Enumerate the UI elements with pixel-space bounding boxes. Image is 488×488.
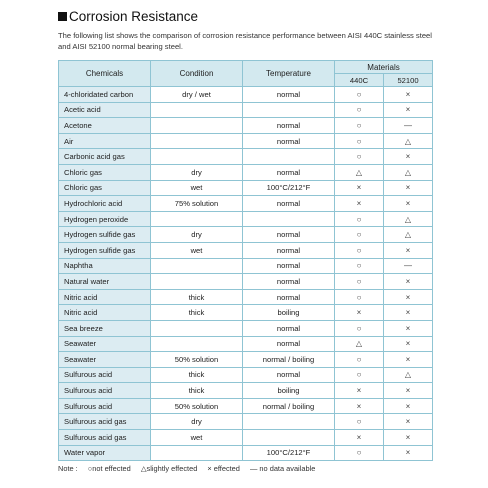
temperature-cell [243,102,335,118]
rating-440c-cell: △ [335,164,384,180]
condition-cell: dry [151,227,243,243]
table-row [59,118,433,134]
rating-52100-cell: △ [384,164,433,180]
rating-440c-cell: ○ [335,320,384,336]
rating-52100-cell: △ [384,227,433,243]
rating-52100-cell: △ [384,133,433,149]
table-row [59,398,433,414]
chemical-cell: Water vapor [59,445,151,461]
rating-440c-cell: ○ [335,289,384,305]
temperature-cell: 100°C/212°F [243,180,335,196]
temperature-cell [243,149,335,165]
chemical-cell: Sulfurous acid [59,367,151,383]
table-row [59,242,433,258]
rating-440c-cell: ○ [335,133,384,149]
table-row [59,227,433,243]
note-not-effected: ○not effected [87,464,131,473]
rating-440c-cell: × [335,430,384,446]
condition-cell [151,102,243,118]
rating-52100-cell: × [384,352,433,368]
condition-cell: thick [151,305,243,321]
rating-52100-cell: — [384,258,433,274]
note-slightly-effected: △slightly effected [140,464,198,473]
chemical-cell: Hydrogen peroxide [59,211,151,227]
page-title [58,9,198,24]
rating-52100-cell: △ [384,211,433,227]
temperature-cell: boiling [243,305,335,321]
temperature-cell: normal [243,87,335,103]
chemical-cell: Sulfurous acid [59,398,151,414]
header-440c: 440C [335,74,384,87]
condition-cell [151,149,243,165]
rating-440c-cell: ○ [335,274,384,290]
rating-440c-cell: × [335,398,384,414]
corrosion-table [58,60,433,461]
chemical-cell: Natural water [59,274,151,290]
table-row [59,211,433,227]
temperature-cell: normal [243,118,335,134]
rating-440c-cell: ○ [335,102,384,118]
table-row [59,133,433,149]
rating-440c-cell: × [335,180,384,196]
chemical-cell: Sulfurous acid gas [59,430,151,446]
chemical-cell: Carbonic acid gas [59,149,151,165]
rating-440c-cell: ○ [335,258,384,274]
table-row [59,102,433,118]
header-temperature: Temperature [243,61,335,87]
chemical-cell: Hydrogen sulfide gas [59,242,151,258]
table-row [59,87,433,103]
table-row [59,305,433,321]
rating-440c-cell: ○ [335,227,384,243]
condition-cell: dry [151,414,243,430]
temperature-cell [243,414,335,430]
table-row [59,414,433,430]
chemical-cell: Naphtha [59,258,151,274]
temperature-cell: normal [243,274,335,290]
table-row [59,258,433,274]
condition-cell [151,258,243,274]
temperature-cell [243,430,335,446]
rating-52100-cell: × [384,274,433,290]
condition-cell: thick [151,367,243,383]
chemical-cell: Sulfurous acid [59,383,151,399]
table-row [59,289,433,305]
title-square-icon [58,12,67,21]
temperature-cell: boiling [243,383,335,399]
rating-440c-cell: ○ [335,352,384,368]
temperature-cell: normal [243,196,335,212]
table-row [59,336,433,352]
rating-52100-cell: △ [384,367,433,383]
rating-52100-cell: — [384,118,433,134]
note-no-data: — no data available [249,464,316,473]
condition-cell: dry [151,164,243,180]
header-52100: 52100 [384,74,433,87]
temperature-cell [243,211,335,227]
condition-cell: 50% solution [151,352,243,368]
temperature-cell: normal / boiling [243,398,335,414]
table-row [59,430,433,446]
legend-note [58,464,323,473]
rating-440c-cell: ○ [335,87,384,103]
rating-52100-cell: × [384,414,433,430]
rating-52100-cell: × [384,430,433,446]
temperature-cell: 100°C/212°F [243,445,335,461]
chemical-cell: Hydrogen sulfide gas [59,227,151,243]
rating-52100-cell: × [384,102,433,118]
table-row [59,367,433,383]
rating-52100-cell: × [384,242,433,258]
table-row [59,164,433,180]
chemical-cell: Acetic acid [59,102,151,118]
table-row [59,274,433,290]
chemical-cell: Seawater [59,352,151,368]
rating-440c-cell: × [335,305,384,321]
rating-52100-cell: × [384,336,433,352]
rating-52100-cell: × [384,398,433,414]
condition-cell: dry / wet [151,87,243,103]
intro-text: The following list shows the comparison of corrosion resistance performance between AISI 440C stainless steel and AISI 52100 normal bearing steel. [58,31,432,51]
rating-440c-cell: ○ [335,445,384,461]
condition-cell [151,336,243,352]
temperature-cell: normal [243,289,335,305]
table-row [59,196,433,212]
table-row [59,352,433,368]
temperature-cell: normal [243,367,335,383]
rating-440c-cell: ○ [335,242,384,258]
chemical-cell: Air [59,133,151,149]
table-body [59,87,433,461]
condition-cell [151,320,243,336]
condition-cell [151,211,243,227]
condition-cell [151,118,243,134]
rating-440c-cell: ○ [335,414,384,430]
chemical-cell: Sea breeze [59,320,151,336]
table-row [59,180,433,196]
rating-440c-cell: ○ [335,149,384,165]
chemical-cell: Sulfurous acid gas [59,414,151,430]
rating-440c-cell: △ [335,336,384,352]
table-row [59,149,433,165]
chemical-cell: Seawater [59,336,151,352]
note-effected: × effected [207,464,240,473]
condition-cell [151,445,243,461]
rating-52100-cell: × [384,87,433,103]
condition-cell: thick [151,383,243,399]
rating-52100-cell: × [384,305,433,321]
condition-cell [151,274,243,290]
rating-440c-cell: ○ [335,211,384,227]
condition-cell: wet [151,242,243,258]
rating-52100-cell: × [384,180,433,196]
temperature-cell: normal [243,133,335,149]
rating-440c-cell: × [335,196,384,212]
header-materials: Materials [335,61,433,74]
condition-cell: wet [151,430,243,446]
title-text: Corrosion Resistance [69,9,199,24]
temperature-cell: normal / boiling [243,352,335,368]
chemical-cell: Nitric acid [59,289,151,305]
condition-cell: 75% solution [151,196,243,212]
temperature-cell: normal [243,242,335,258]
chemical-cell: 4-chloridated carbon [59,87,151,103]
rating-440c-cell: ○ [335,118,384,134]
rating-52100-cell: × [384,320,433,336]
rating-52100-cell: × [384,289,433,305]
table-row [59,320,433,336]
header-condition: Condition [151,61,243,87]
chemical-cell: Chloric gas [59,180,151,196]
temperature-cell: normal [243,164,335,180]
note-label: Note : [58,464,78,473]
rating-52100-cell: × [384,383,433,399]
chemical-cell: Chloric gas [59,164,151,180]
rating-440c-cell: × [335,383,384,399]
condition-cell: wet [151,180,243,196]
temperature-cell: normal [243,227,335,243]
condition-cell: 50% solution [151,398,243,414]
temperature-cell: normal [243,336,335,352]
rating-52100-cell: × [384,149,433,165]
rating-52100-cell: × [384,196,433,212]
chemical-cell: Acetone [59,118,151,134]
condition-cell: thick [151,289,243,305]
table-row [59,445,433,461]
condition-cell [151,133,243,149]
table-row [59,383,433,399]
temperature-cell: normal [243,320,335,336]
temperature-cell: normal [243,258,335,274]
chemical-cell: Nitric acid [59,305,151,321]
header-chemicals: Chemicals [59,61,151,87]
chemical-cell: Hydrochloric acid [59,196,151,212]
rating-52100-cell: × [384,445,433,461]
rating-440c-cell: ○ [335,367,384,383]
